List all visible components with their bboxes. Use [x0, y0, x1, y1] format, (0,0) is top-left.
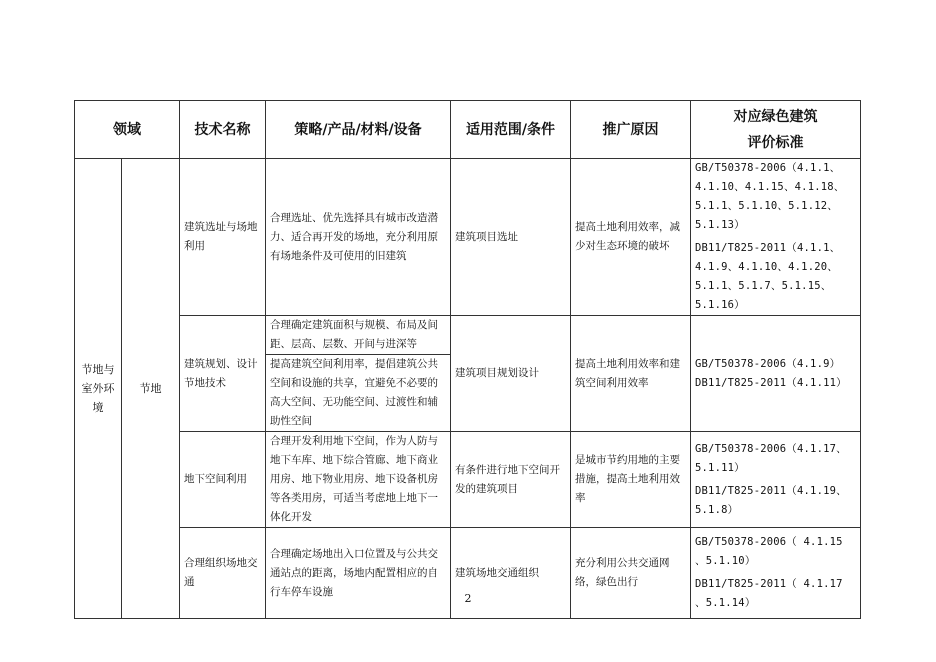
reason-cell: 提高土地利用效率，减少对生态环境的破坏	[571, 159, 691, 316]
reason-cell: 是城市节约用地的主要措施，提高土地利用效率	[571, 432, 691, 528]
standard-gb: GB/T50378-2006（4.1.9）	[695, 357, 841, 370]
field-minor-cell: 节地	[122, 159, 180, 619]
tech-name-cell: 地下空间利用	[180, 432, 266, 528]
tech-name-cell: 建筑选址与场地利用	[180, 159, 266, 316]
strategy-cell: 合理开发利用地下空间，作为人防与地下车库、地下综合管廊、地下商业用房、地下物业用房、地下设备机房等各类用房，可适当考虑地上地下一体化开发	[266, 432, 451, 528]
header-standard-line2: 评价标准	[747, 134, 804, 151]
strategy-cell: 合理确定场地出入口位置及与公共交通站点的距离，场地内配置相应的自行车停车设施	[266, 528, 451, 619]
strategy-part-2: 提高建筑空间利用率，提倡建筑公共空间和设施的共享，宜避免不必要的高大空间、无功能空间、过渡性和辅助性空间	[266, 354, 450, 431]
reason-cell: 充分利用公共交通网络，绿色出行	[571, 528, 691, 619]
green-building-tech-table	[74, 100, 861, 619]
table-row	[75, 159, 861, 316]
field-major-cell	[75, 159, 122, 619]
tech-name-cell: 合理组织场地交通	[180, 528, 266, 619]
page-number: 2	[464, 592, 472, 605]
header-row	[75, 101, 861, 159]
standard-cell	[691, 432, 861, 528]
header-field: 领域	[75, 101, 180, 159]
standard-db: DB11/T825-2011（4.1.19、5.1.8）	[695, 484, 847, 516]
header-tech-name: 技术名称	[180, 101, 266, 159]
header-scope: 适用范围/条件	[451, 101, 571, 159]
scope-cell: 有条件进行地下空间开发的建筑项目	[451, 432, 571, 528]
table-row	[75, 432, 861, 528]
standard-gb: GB/T50378-2006（ 4.1.15 、5.1.10）	[695, 536, 843, 567]
scope-cell: 建筑项目选址	[451, 159, 571, 316]
header-standard	[691, 101, 861, 159]
standard-db: DB11/T825-2011（4.1.1、4.1.9、4.1.10、4.1.20、5.1.1、5.1.7、5.1.15、5.1.16）	[695, 242, 841, 311]
scope-cell: 建筑项目规划设计	[451, 316, 571, 432]
strategy-cell: 合理选址、优先选择具有城市改造潜力、适合再开发的场地，充分利用原有场地条件及可使用的旧建筑	[266, 159, 451, 316]
standard-gb: GB/T50378-2006（4.1.17、5.1.11）	[695, 442, 847, 474]
standard-gb: GB/T50378-2006（4.1.1、4.1.10、4.1.15、4.1.18、5.1.1、5.1.10、5.1.12、5.1.13）	[695, 162, 845, 231]
strategy-cell	[266, 316, 451, 432]
standard-cell	[691, 316, 861, 432]
header-standard-line1: 对应绿色建筑	[733, 108, 818, 125]
table-row	[75, 316, 861, 432]
header-strategy: 策略/产品/材料/设备	[266, 101, 451, 159]
field-major-text: 节地与室外环境	[81, 363, 115, 414]
header-reason: 推广原因	[571, 101, 691, 159]
standard-cell	[691, 159, 861, 316]
standard-db: DB11/T825-2011（ 4.1.17 、5.1.14）	[695, 578, 843, 609]
reason-cell: 提高土地利用效率和建筑空间利用效率	[571, 316, 691, 432]
tech-name-cell: 建筑规划、设计节地技术	[180, 316, 266, 432]
scope-cell: 建筑场地交通组织	[451, 528, 571, 619]
standard-db: DB11/T825-2011（4.1.11）	[695, 376, 847, 389]
strategy-part-1: 合理确定建筑面积与规模、布局及间距、层高、层数、开间与进深等	[270, 319, 438, 350]
